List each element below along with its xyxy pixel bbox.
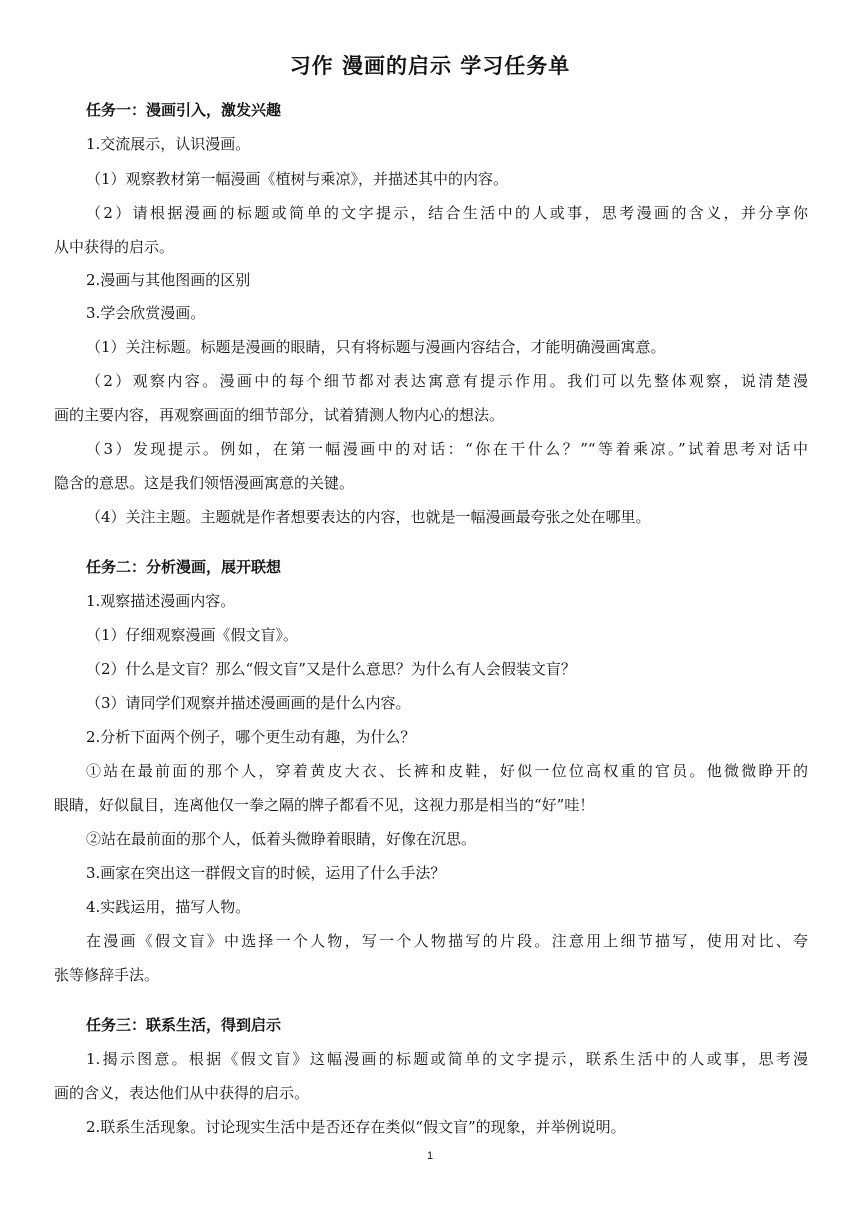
paragraph-line: 画的含义，表达他们从中获得的启示。 [54, 1084, 310, 1102]
paragraph-line: （4）关注主题。主题就是作者想要表达的内容，也就是一幅漫画最夸张之处在哪里。 [86, 508, 651, 526]
paragraph-line: （1）关注标题。标题是漫画的眼睛，只有将标题与漫画内容结合，才能明确漫画寓意。 [86, 338, 666, 356]
paragraph-line: ②站在最前面的那个人，低着头微睁着眼睛，好像在沉思。 [86, 830, 477, 848]
paragraph-line: 2.分析下面两个例子，哪个更生动有趣，为什么？ [86, 728, 416, 746]
paragraph-line: （1）仔细观察漫画《假文盲》。 [86, 626, 299, 644]
paragraph-line: 3.学会欣赏漫画。 [86, 304, 206, 322]
paragraph-line: 1.揭示图意。根据《假文盲》这幅漫画的标题或简单的文字提示，联系生活中的人或事，思考漫 [86, 1050, 808, 1068]
paragraph-line: 画的主要内容，再观察画面的细节部分，试着猜测人物内心的想法。 [54, 406, 505, 424]
task1-heading: 任务一：漫画引入，激发兴趣 [86, 101, 282, 119]
paragraph-line: （3）发现提示。例如，在第一幅漫画中的对话：“你在干什么？”“等着乘凉。”试着思考对话中 [86, 440, 808, 458]
paragraph-line: 1.观察描述漫画内容。 [86, 592, 236, 610]
paragraph-line: 2.联系生活现象。讨论现实生活中是否还存在类似“假文盲”的现象，并举例说明。 [86, 1118, 626, 1136]
paragraph-line: （2）观察内容。漫画中的每个细节都对表达寓意有提示作用。我们可以先整体观察，说清楚漫 [86, 372, 808, 390]
paragraph-line: 在漫画《假文盲》中选择一个人物，写一个人物描写的片段。注意用上细节描写，使用对比、夸 [86, 932, 808, 950]
task2-heading: 任务二：分析漫画，展开联想 [86, 558, 282, 576]
paragraph-line: 隐含的意思。这是我们领悟漫画寓意的关键。 [54, 474, 355, 492]
page-number: 1 [426, 1150, 434, 1162]
paragraph-line: 1.交流展示，认识漫画。 [86, 135, 251, 153]
paragraph-line: ①站在最前面的那个人，穿着黄皮大衣、长裤和皮鞋，好似一位位高权重的官员。他微微睁开的 [86, 762, 808, 780]
paragraph-line: 张等修辞手法。 [54, 966, 160, 984]
paragraph-line: （3）请同学们观察并描述漫画画的是什么内容。 [86, 694, 411, 712]
paragraph-line: （1）观察教材第一幅漫画《植树与乘凉》，并描述其中的内容。 [86, 170, 509, 188]
paragraph-line: （2）请根据漫画的标题或简单的文字提示，结合生活中的人或事，思考漫画的含义，并分享你 [86, 204, 808, 222]
paragraph-line: 眼睛，好似鼠目，连离他仅一拳之隔的牌子都看不见，这视力那是相当的“好”哇！ [54, 796, 595, 814]
task3-heading: 任务三：联系生活，得到启示 [86, 1016, 282, 1034]
paragraph-line: 3.画家在突出这一群假文盲的时候，运用了什么手法？ [86, 864, 446, 882]
paragraph-line: 2.漫画与其他图画的区别 [86, 271, 251, 289]
paragraph-line: （2）什么是文盲？那么“假文盲”又是什么意思？为什么有人会假装文盲？ [86, 660, 576, 678]
paragraph-line: 从中获得的启示。 [54, 238, 175, 256]
paragraph-line: 4.实践运用，描写人物。 [86, 898, 251, 916]
document-title: 习作 漫画的启示 学习任务单 [289, 54, 571, 78]
